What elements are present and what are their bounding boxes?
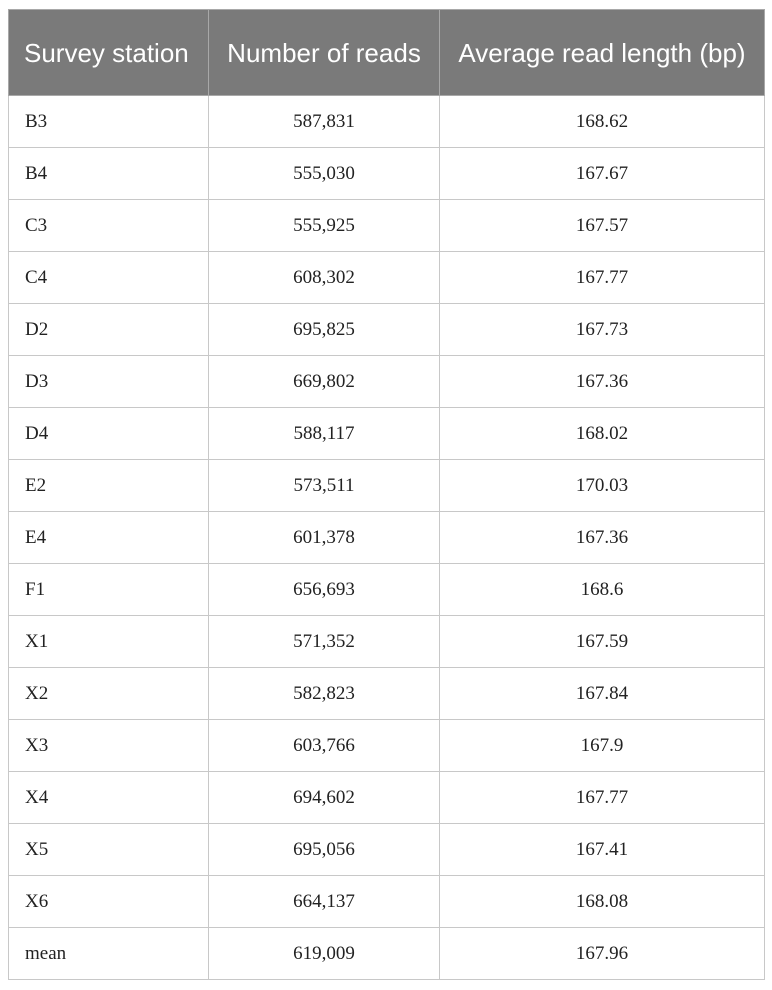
table-row <box>9 616 765 668</box>
station-cell: X5 <box>9 824 209 876</box>
station-cell: D4 <box>9 408 209 460</box>
length-cell: 170.03 <box>440 460 765 512</box>
station-cell: B3 <box>9 96 209 148</box>
table-row <box>9 564 765 616</box>
header-survey-station: Survey station <box>9 10 209 96</box>
station-cell: D2 <box>9 304 209 356</box>
reads-cell: 695,825 <box>209 304 440 356</box>
length-cell: 167.77 <box>440 772 765 824</box>
station-cell: X6 <box>9 876 209 928</box>
station-cell: X2 <box>9 668 209 720</box>
station-cell: C3 <box>9 200 209 252</box>
reads-cell: 573,511 <box>209 460 440 512</box>
length-cell: 167.36 <box>440 356 765 408</box>
table-row <box>9 96 765 148</box>
station-cell: mean <box>9 928 209 980</box>
table-row <box>9 252 765 304</box>
station-cell: D3 <box>9 356 209 408</box>
reads-cell: 619,009 <box>209 928 440 980</box>
reads-cell: 656,693 <box>209 564 440 616</box>
length-cell: 167.36 <box>440 512 765 564</box>
reads-cell: 555,925 <box>209 200 440 252</box>
reads-cell: 588,117 <box>209 408 440 460</box>
reads-cell: 603,766 <box>209 720 440 772</box>
reads-cell: 555,030 <box>209 148 440 200</box>
length-cell: 168.62 <box>440 96 765 148</box>
table-row <box>9 148 765 200</box>
reads-cell: 571,352 <box>209 616 440 668</box>
reads-cell: 601,378 <box>209 512 440 564</box>
length-cell: 167.57 <box>440 200 765 252</box>
table-row <box>9 356 765 408</box>
table-row <box>9 668 765 720</box>
reads-table <box>8 9 765 980</box>
table-row <box>9 928 765 980</box>
table-header <box>9 10 765 96</box>
table-row <box>9 876 765 928</box>
length-cell: 167.59 <box>440 616 765 668</box>
length-cell: 168.08 <box>440 876 765 928</box>
station-cell: C4 <box>9 252 209 304</box>
table-row <box>9 460 765 512</box>
table-body <box>9 96 765 980</box>
length-cell: 167.84 <box>440 668 765 720</box>
header-average-read-length: Average read length (bp) <box>440 10 765 96</box>
station-cell: F1 <box>9 564 209 616</box>
length-cell: 167.41 <box>440 824 765 876</box>
table-row <box>9 408 765 460</box>
reads-cell: 669,802 <box>209 356 440 408</box>
length-cell: 167.96 <box>440 928 765 980</box>
table-row <box>9 512 765 564</box>
length-cell: 168.02 <box>440 408 765 460</box>
reads-cell: 694,602 <box>209 772 440 824</box>
header-row <box>9 10 765 96</box>
reads-cell: 608,302 <box>209 252 440 304</box>
table-row <box>9 304 765 356</box>
table-row <box>9 824 765 876</box>
reads-cell: 587,831 <box>209 96 440 148</box>
station-cell: B4 <box>9 148 209 200</box>
station-cell: E4 <box>9 512 209 564</box>
header-number-of-reads: Number of reads <box>209 10 440 96</box>
station-cell: X3 <box>9 720 209 772</box>
length-cell: 167.9 <box>440 720 765 772</box>
length-cell: 167.73 <box>440 304 765 356</box>
reads-cell: 582,823 <box>209 668 440 720</box>
station-cell: X1 <box>9 616 209 668</box>
length-cell: 167.77 <box>440 252 765 304</box>
reads-cell: 695,056 <box>209 824 440 876</box>
length-cell: 167.67 <box>440 148 765 200</box>
reads-cell: 664,137 <box>209 876 440 928</box>
station-cell: X4 <box>9 772 209 824</box>
table-row <box>9 772 765 824</box>
station-cell: E2 <box>9 460 209 512</box>
table-row <box>9 200 765 252</box>
length-cell: 168.6 <box>440 564 765 616</box>
table-row <box>9 720 765 772</box>
